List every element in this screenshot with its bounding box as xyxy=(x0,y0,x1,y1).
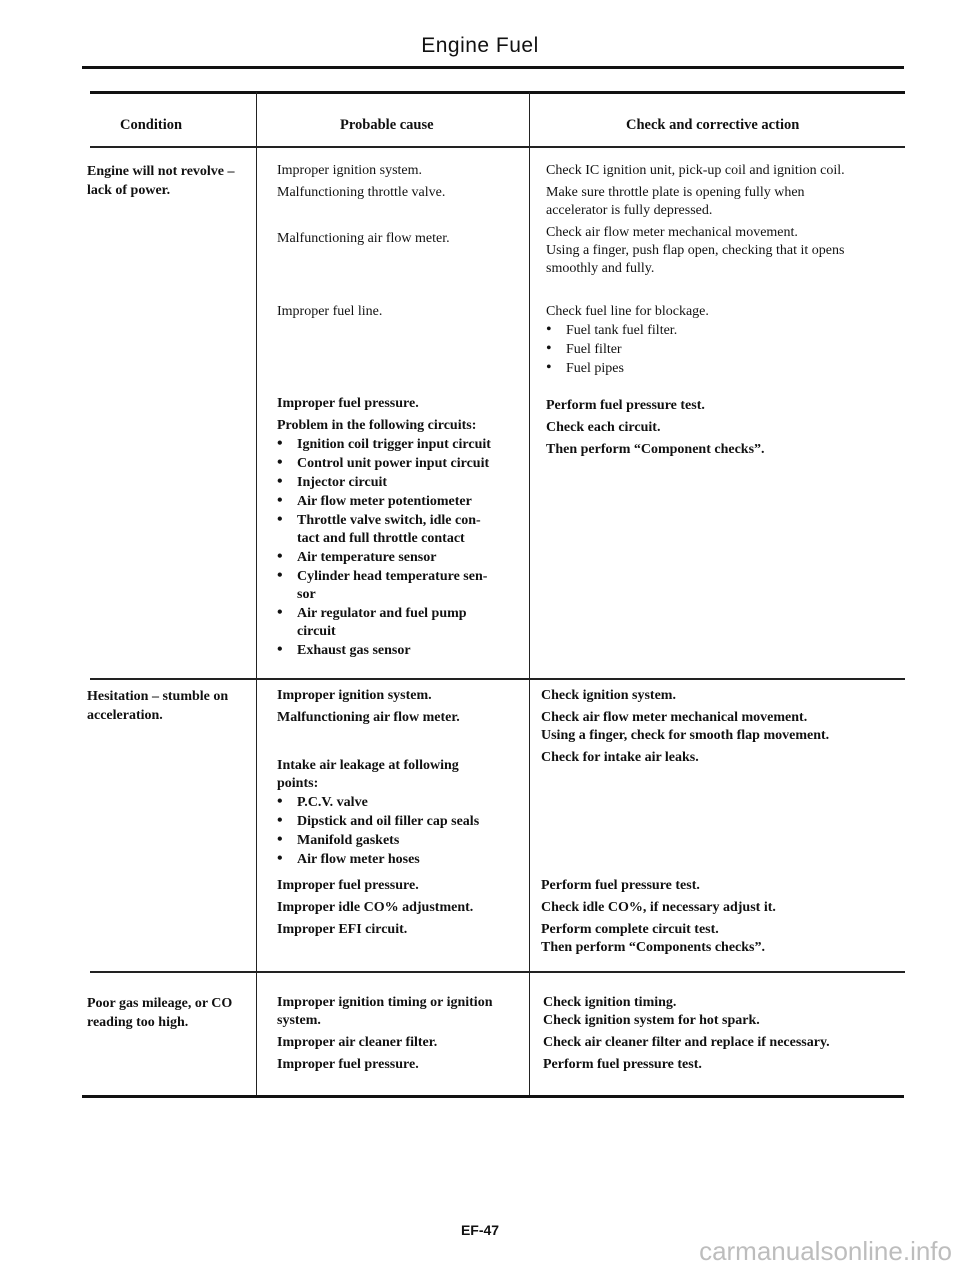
table-top-border xyxy=(90,91,905,94)
row-2-cause-group-3: Improper fuel pressure. Improper idle CO% adjustment. Improper EFI circuit. xyxy=(277,878,474,937)
column-divider-2 xyxy=(529,92,530,1095)
bottom-rule xyxy=(82,1095,904,1098)
top-rule xyxy=(82,66,904,69)
row-3-action: Check ignition timing. Check ignition system for hot spark. Check air cleaner filter and replace if necessary. Perform fuel pressure test. xyxy=(543,995,830,1072)
header-condition: Condition xyxy=(120,117,183,133)
row-1-cause-group-4: Improper fuel pressure. Problem in the following circuits: • Ignition coil trigger input circuit • Control unit power input circuit • Injector circuit • Air flow meter potentiometer • Throttle valve switch, idle con- tact and full throttle contact • Air temperature sensor • Cylinder head temperature sen- sor • Air regulator and fuel pump circuit • Exhaust gas sensor xyxy=(277,395,517,660)
row-3-condition: Poor gas mileage, or CO reading too high. xyxy=(87,996,233,1030)
page-title: Engine Fuel xyxy=(421,34,539,57)
row-1-action-group-3: Perform fuel pressure test. Check each circuit. Then perform “Component checks”. xyxy=(546,398,765,457)
row-2-action-group-1: Check ignition system. Check air flow meter mechanical movement. Using a finger, check for smooth flap movement. Check for intake air leaks. xyxy=(541,688,830,765)
column-divider-1 xyxy=(256,92,257,1095)
row-2-rule xyxy=(90,971,905,973)
row-1-cause-group-3: Improper fuel line. xyxy=(277,304,383,319)
header-rule xyxy=(90,146,905,148)
watermark: carmanualsonline.info xyxy=(699,1236,952,1266)
header-corrective-action: Check and corrective action xyxy=(626,117,800,133)
row-2-cause-group-2: Intake air leakage at following points: • P.C.V. valve • Dipstick and oil filler cap seals • Manifold gaskets • Air flow meter hoses xyxy=(277,757,517,869)
page-number: EF-47 xyxy=(460,1222,500,1238)
row-2-action-group-2: Perform fuel pressure test. Check idle CO%, if necessary adjust it. Perform complete circuit test. Then perform “Components checks”. xyxy=(541,878,776,955)
row-1-action-group-2: Check fuel line for blockage. • Fuel tank fuel filter. • Fuel filter • Fuel pipes xyxy=(546,303,709,378)
row-1-action-group-1: Check IC ignition unit, pick-up coil and ignition coil. Make sure throttle plate is opening fully when accelerator is fully depressed. Check air flow meter mechanical movement. Using a finger, push flap open, checking that it opens smoothly and fully. xyxy=(546,163,845,276)
row-1-rule xyxy=(90,678,905,680)
row-1-condition: Engine will not revolve – lack of power. xyxy=(87,164,235,198)
row-2-cause-group-1: Improper ignition system. Malfunctioning air flow meter. xyxy=(277,688,460,725)
row-1-cause-group-2: Malfunctioning air flow meter. xyxy=(277,231,450,246)
header-probable-cause: Probable cause xyxy=(340,117,434,133)
row-2-condition: Hesitation – stumble on acceleration. xyxy=(87,689,229,723)
row-1-cause-group-1: Improper ignition system. Malfunctioning throttle valve. xyxy=(277,163,446,200)
row-3-cause: Improper ignition timing or ignition system. Improper air cleaner filter. Improper fuel pressure. xyxy=(277,995,493,1072)
